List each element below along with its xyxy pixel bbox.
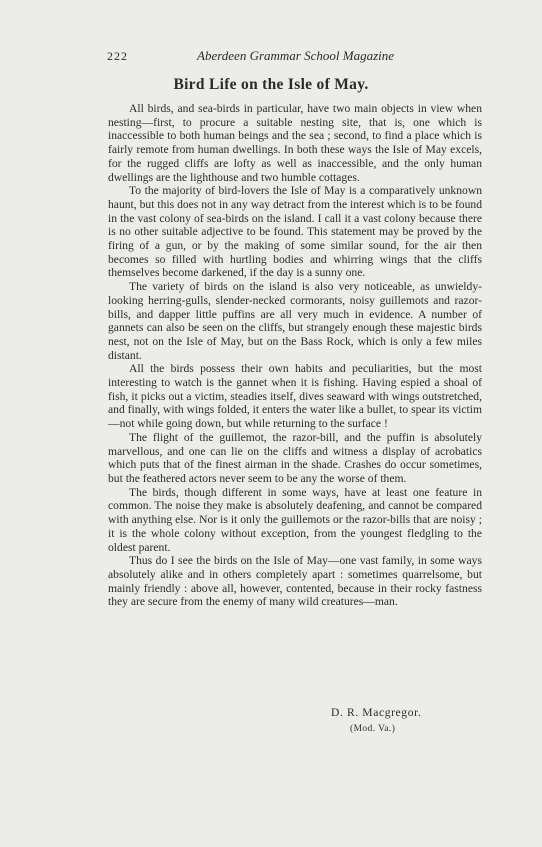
- article-title: Bird Life on the Isle of May.: [173, 76, 369, 93]
- paragraph-2: To the majority of bird-lovers the Isle of May is a comparatively unknown haunt, but this does not in any way detract from the interest which is to be found in the vast colony of sea-birds on the island. I call it a vast colony because there is no other suitable adjective to be found. This statement may be proved by the firing of a gun, or by the making of some similar sound, for the air then becomes so filled with hurtling bodies and whirring wings that the cliffs themselves become darkened, if the day is a sunny one.: [108, 184, 482, 280]
- paragraph-3: The variety of birds on the island is also very noticeable, as unwieldy-looking herring-gulls, slender-necked cormorants, noisy guillemots and razor-bills, and dapper little puffins are all very much in evidence. A number of gannets can also be seen on the cliffs, but strangely enough these majestic birds nest, not on the Isle of May, but on the Bass Rock, which is only a few miles distant.: [108, 280, 482, 362]
- author-signature: D. R. Macgregor.: [331, 706, 422, 719]
- paragraph-4: All the birds possess their own habits and peculiarities, but the most interesting to watch is the gannet when it is fishing. Having espied a shoal of fish, it picks out a victim, steadies itself, dives seaward with wings outstretched, and finally, with wings folded, it enters the water like a bullet, to spear its victim —not while going down, but while returning to the surface !: [108, 362, 482, 431]
- paragraph-1: All birds, and sea-birds in particular, have two main objects in view when nesting—first, to procure a suitable nesting site, that is, one which is inaccessible to both human beings and the sea ; second, to find a place which is fairly remote from human dwellings. In both these ways the Isle of May excels, for the rugged cliffs are lofty as well as inaccessible, and the only human dwellings are the lighthouse and two humble cottages.: [108, 102, 482, 184]
- article-body: [108, 102, 482, 609]
- paragraph-6: The birds, though different in some ways, have at least one feature in common. The noise they make is absolutely deafening, and cannot be compared with anything else. Nor is it only the guillemots or the razor-bills that are noisy ; it is the whole colony without exception, from the youngest fledgling to the oldest parent.: [108, 485, 482, 554]
- paragraph-5: The flight of the guillemot, the razor-bill, and the puffin is absolutely marvellous, and one can lie on the cliffs and witness a display of acrobatics which puts that of the finest airman in the shade. Crashes do occur sometimes, but the feathered actors never seem to be any the worse of them.: [108, 430, 482, 485]
- page-header: [107, 49, 482, 67]
- page-number: 222: [107, 49, 128, 63]
- author-form: (Mod. Va.): [350, 724, 396, 734]
- paragraph-7: Thus do I see the birds on the Isle of May—one vast family, in some ways absolutely alike and in others completely apart : sometimes quarrelsome, but mainly friendly : above all, however, contented, because in their rocky fastness they are secure from the enemy of many wild creatures—man.: [108, 554, 482, 609]
- running-title: Aberdeen Grammar School Magazine: [197, 48, 395, 63]
